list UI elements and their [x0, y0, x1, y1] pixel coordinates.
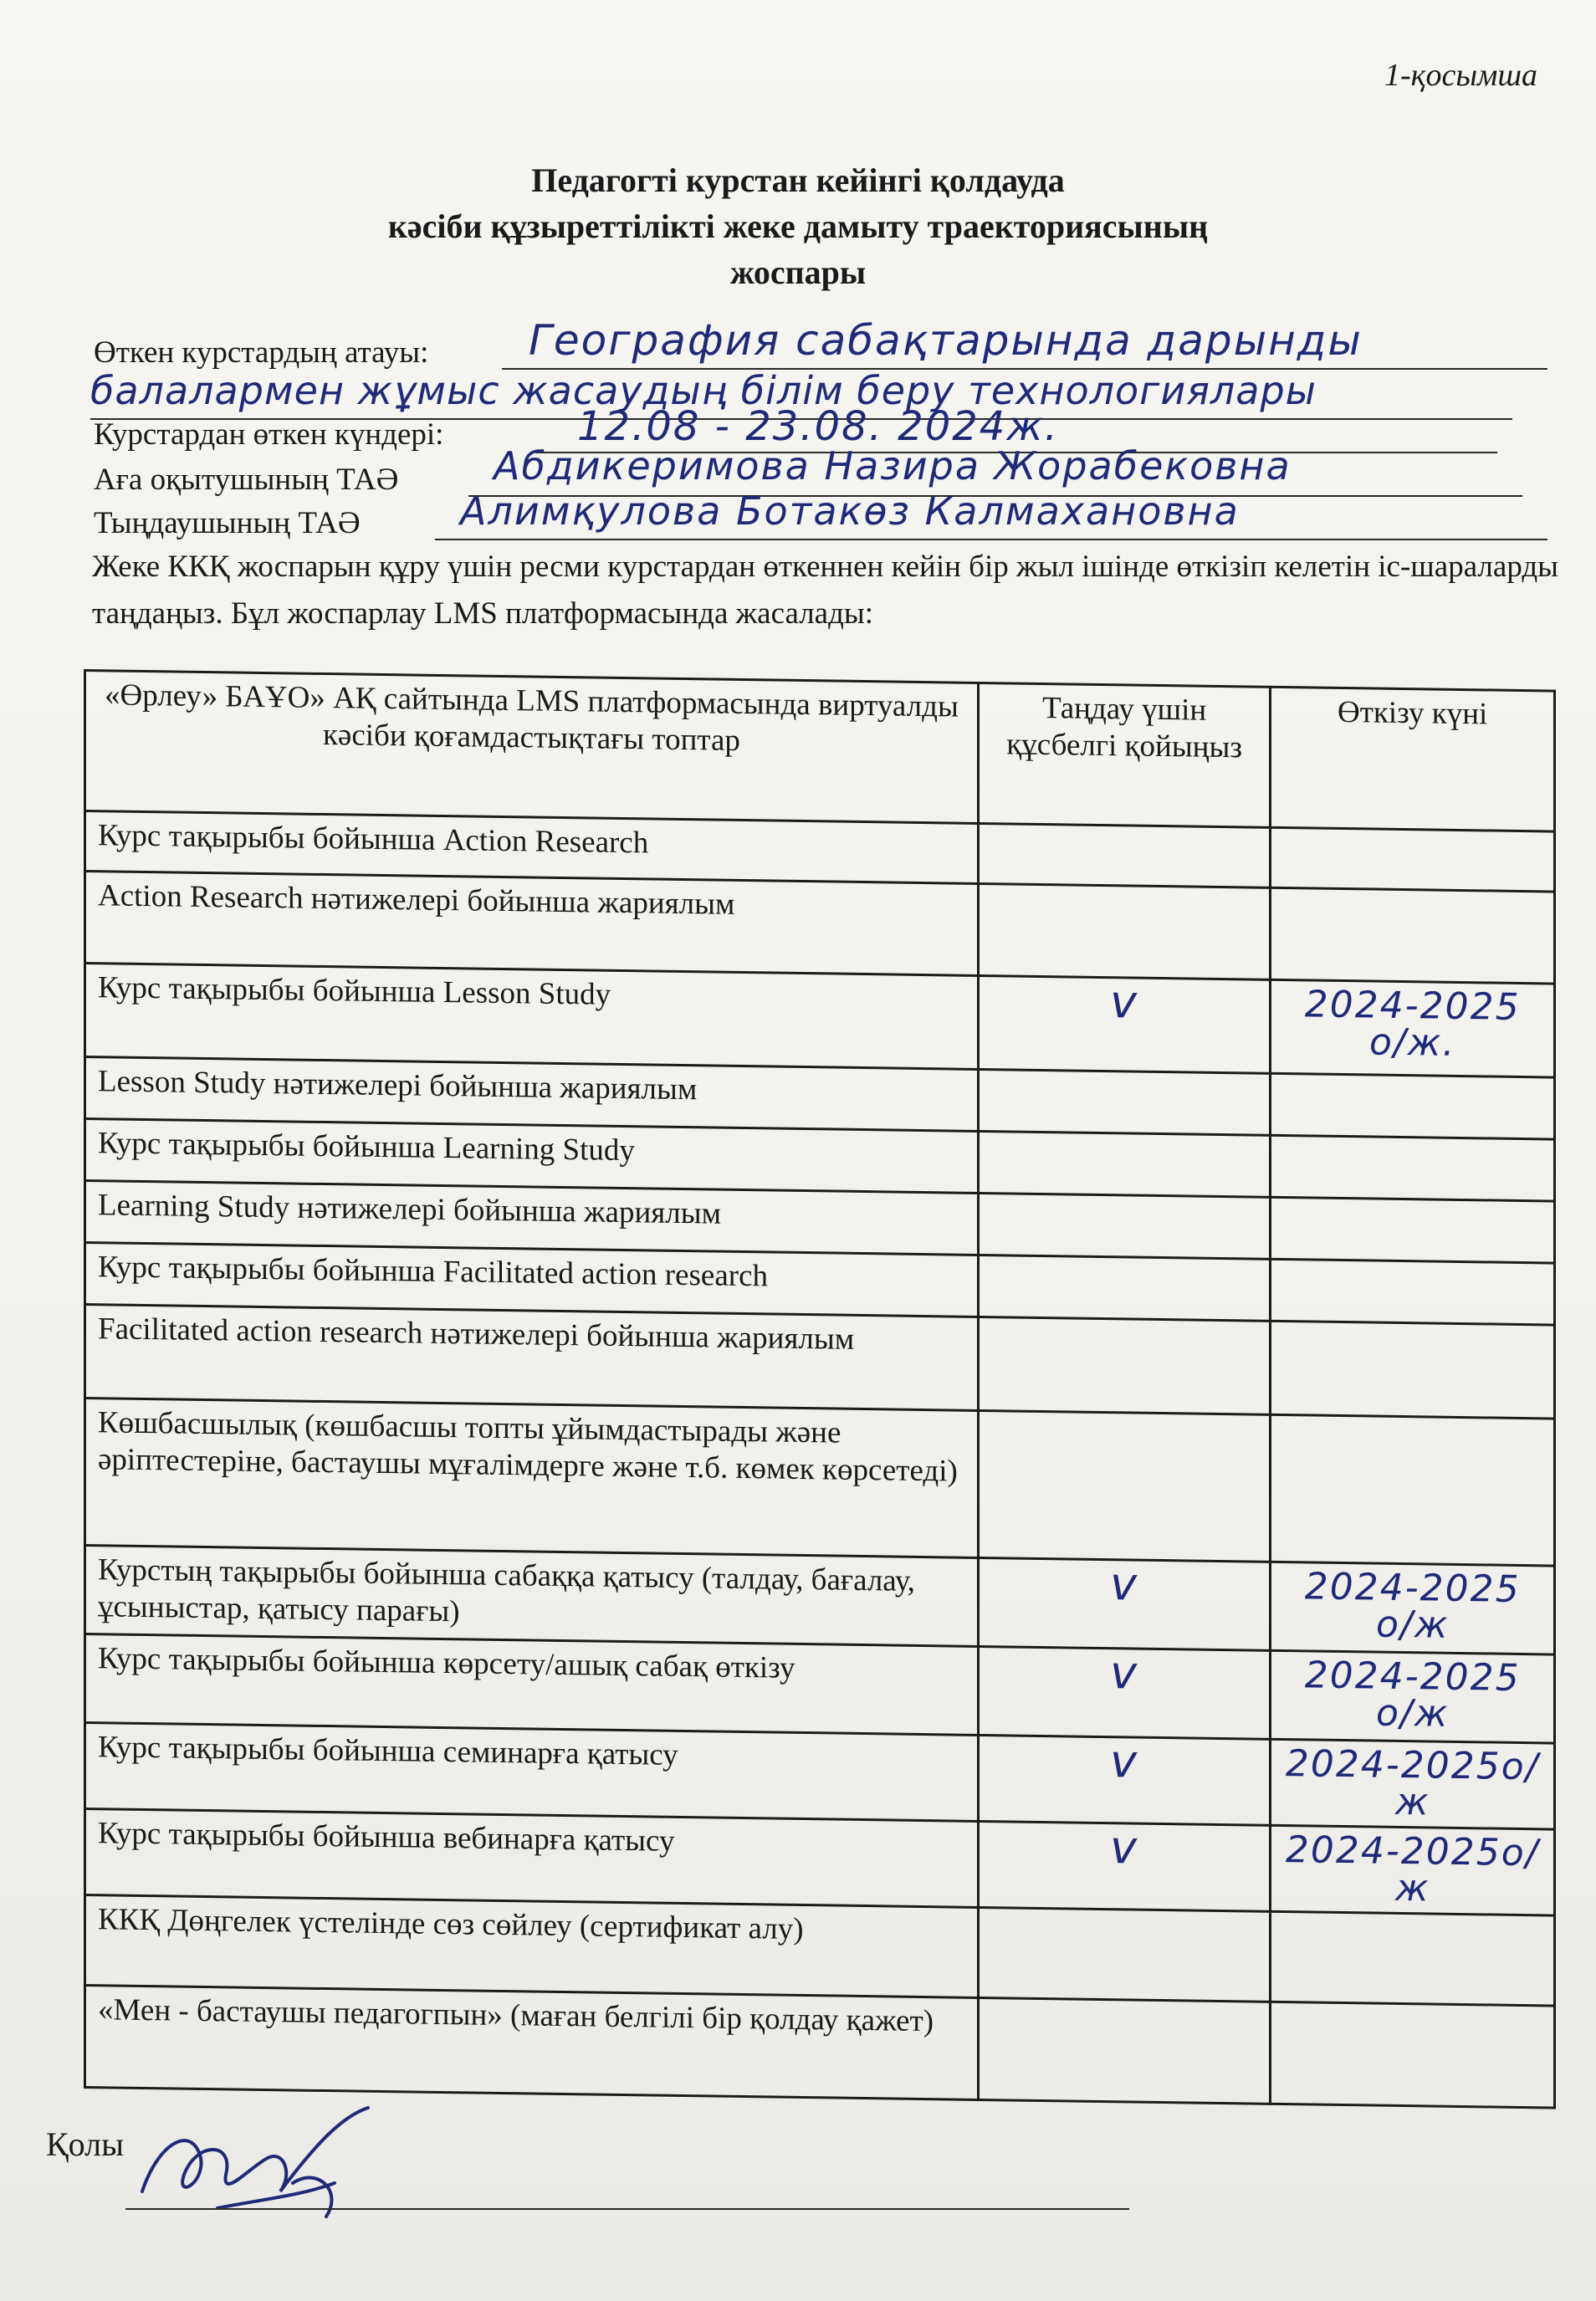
date-value: 2024-2025о/ж — [1285, 1742, 1540, 1824]
check-mark: v — [1110, 1557, 1139, 1611]
table-row — [85, 1986, 1555, 2109]
mark-cell[interactable] — [978, 1317, 1271, 1414]
header-date: Өткізу күні — [1271, 687, 1555, 831]
activity-cell: «Мен - бастаушы педагогпын» (маған белгілі бір қолдау қажет) — [85, 1986, 979, 2100]
mark-cell[interactable] — [978, 1646, 1271, 1739]
activity-cell: Көшбасшылық (көшбасшы топты ұйымдастырады және әріптестеріне, бастаушы мұғалімдерге және т.б. көмек көрсетеді) — [85, 1398, 979, 1558]
date-cell[interactable] — [1271, 1739, 1555, 1829]
date-value: 2024-2025 о/ж. — [1304, 983, 1521, 1065]
activity-cell: Курс тақырыбы бойынша Lesson Study — [85, 964, 979, 1070]
activity-cell: Курс тақырыбы бойынша көрсету/ашық сабақ өткізу — [85, 1634, 979, 1736]
mark-cell[interactable] — [978, 1193, 1271, 1259]
plan-table — [84, 669, 1556, 2109]
date-value — [1283, 1142, 1542, 1145]
date-value — [1283, 1918, 1542, 1921]
mark-cell[interactable] — [978, 1997, 1271, 2104]
header-mark: Таңдау үшін құсбелгі қойыңыз — [978, 683, 1271, 827]
date-value: 2024-2025 о/ж — [1304, 1654, 1521, 1736]
title-line-1: Педагогті курстан кейінгі қолдауда — [531, 161, 1065, 199]
activity-cell: Facilitated action research нәтижелері бойынша жариялым — [85, 1305, 979, 1411]
signature-scribble — [125, 2091, 393, 2233]
mark-cell[interactable] — [978, 1735, 1271, 1825]
header-activity: «Өрлеу» БАҰО» АҚ сайтында LMS платформасында виртуалды кәсіби қоғамдастықтағы топтар — [85, 671, 979, 824]
course-name-value-2: балалармен жұмыс жасаудың білім беру технологиялары — [90, 368, 1317, 413]
date-cell[interactable] — [1271, 1073, 1555, 1139]
listener-underline — [435, 539, 1547, 540]
mark-cell[interactable] — [978, 1557, 1271, 1650]
date-value — [1283, 1266, 1542, 1269]
activity-cell: Курс тақырыбы бойынша Action Research — [85, 811, 979, 884]
activity-cell: Курс тақырыбы бойынша семинарға қатысу — [85, 1723, 979, 1822]
date-cell[interactable] — [1271, 1321, 1555, 1419]
signature-label: Қолы — [46, 2125, 124, 2163]
activity-cell: Action Research нәтижелері бойынша жариялым — [85, 872, 979, 976]
mark-cell[interactable] — [978, 1255, 1271, 1321]
date-value — [1283, 2008, 1542, 2012]
table-row — [85, 1398, 1555, 1567]
check-mark: v — [1110, 1735, 1139, 1788]
date-value — [1283, 834, 1542, 837]
course-name-label: Өткен курстардың атауы: — [94, 335, 429, 370]
activity-cell: Курс тақырыбы бойынша вебинарға қатысу — [85, 1809, 979, 1908]
mark-cell[interactable] — [978, 823, 1271, 887]
trainer-value: Абдикеримова Назира Жорабековна — [494, 443, 1292, 488]
mark-cell[interactable] — [978, 883, 1271, 979]
mark-cell[interactable] — [978, 975, 1271, 1073]
date-cell[interactable] — [1271, 827, 1555, 892]
date-cell[interactable] — [1271, 1259, 1555, 1325]
annex-label: 1-қосымша — [1384, 58, 1537, 93]
dates-label: Курстардан өткен күндері: — [94, 417, 444, 452]
date-value — [1283, 1421, 1542, 1424]
date-cell[interactable] — [1271, 1650, 1555, 1743]
trainer-label: Аға оқытушының ТАӘ — [94, 463, 399, 497]
title-line-2: кәсіби құзыреттілікті жеке дамыту траекториясының — [387, 207, 1209, 245]
date-cell[interactable] — [1271, 1825, 1555, 1915]
date-cell[interactable] — [1271, 1911, 1555, 2006]
listener-value: Алимқулова Ботакөз Калмахановна — [460, 488, 1240, 534]
activity-cell: Lesson Study нәтижелері бойынша жариялым — [85, 1057, 979, 1132]
title-line-3: жоспары — [729, 253, 867, 291]
date-cell[interactable] — [1271, 2002, 1555, 2108]
date-cell[interactable] — [1271, 887, 1555, 984]
date-value — [1283, 894, 1542, 897]
mark-cell[interactable] — [978, 1131, 1271, 1197]
check-mark: v — [1110, 1821, 1139, 1874]
mark-cell[interactable] — [978, 1410, 1271, 1562]
intro-text: Жеке ККҚ жоспарын құру үшін ресми курстардан өткеннен кейін бір жыл ішінде өткізіп келетін іс-шараларды таңдаңыз. Бұл жоспарлау LMS платформасында жасалады: — [92, 550, 1559, 631]
date-value: 2024-2025 о/ж — [1304, 1565, 1521, 1647]
date-cell[interactable] — [1271, 979, 1555, 1077]
mark-cell[interactable] — [978, 1907, 1271, 2002]
date-value — [1283, 1327, 1542, 1331]
mark-cell[interactable] — [978, 1069, 1271, 1135]
date-cell[interactable] — [1271, 1135, 1555, 1201]
date-value: 2024-2025о/ж — [1285, 1828, 1540, 1910]
activity-cell: Learning Study нәтижелері бойынша жариялым — [85, 1181, 979, 1255]
activity-cell: ККҚ Дөңгелек үстелінде сөз сөйлеу (сертификат алу) — [85, 1895, 979, 1998]
date-cell[interactable] — [1271, 1197, 1555, 1263]
dates-value: 12.08 - 23.08. 2024ж. — [577, 403, 1059, 450]
table-header-row — [85, 671, 1555, 832]
signature-line — [125, 2208, 1129, 2210]
date-value — [1283, 1080, 1542, 1083]
date-cell[interactable] — [1271, 1414, 1555, 1566]
activity-cell: Курс тақырыбы бойынша Learning Study — [85, 1119, 979, 1194]
listener-label: Тыңдаушының ТАӘ — [94, 506, 361, 540]
mark-cell[interactable] — [978, 1821, 1271, 1911]
date-value — [1283, 1204, 1542, 1207]
check-mark: v — [1110, 975, 1139, 1029]
date-cell[interactable] — [1271, 1562, 1555, 1654]
document-title — [0, 157, 1596, 295]
activity-cell: Курс тақырыбы бойынша Facilitated action research — [85, 1243, 979, 1317]
activity-cell: Курстың тақырыбы бойынша сабаққа қатысу (талдау, бағалау, ұсыныстар, қатысу парағы) — [85, 1546, 979, 1647]
check-mark: v — [1110, 1646, 1139, 1700]
course-name-value-1: География сабақтарында дарынды — [529, 316, 1363, 365]
